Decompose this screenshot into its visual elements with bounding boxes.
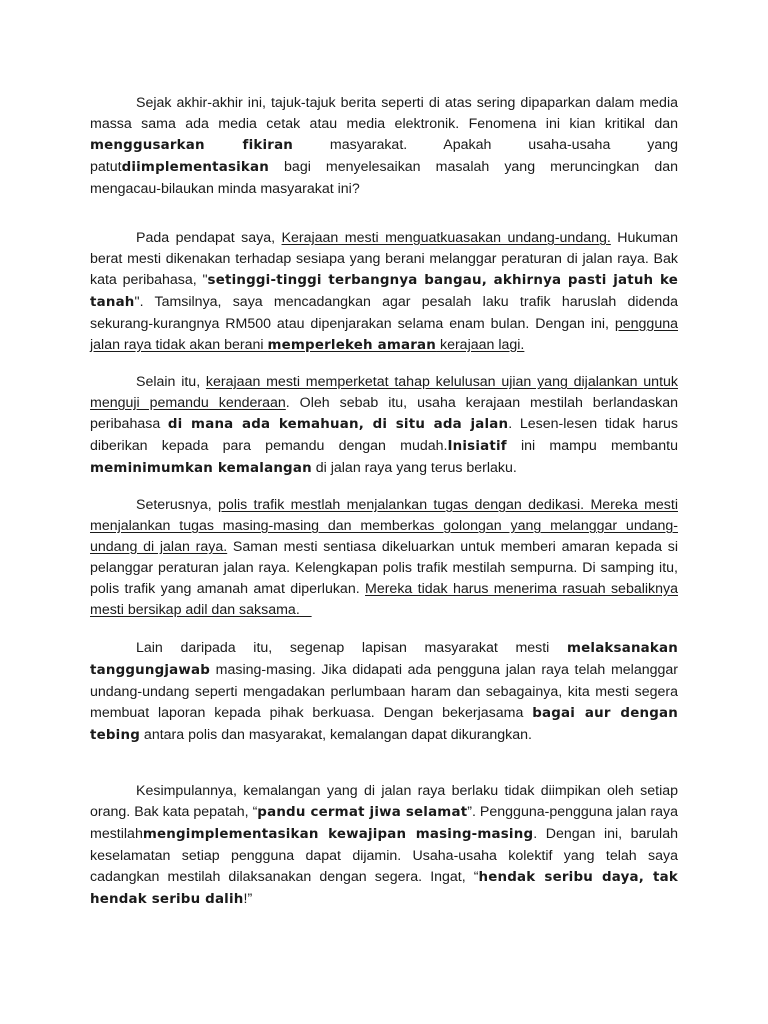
paragraph-traffic-police [90, 495, 678, 620]
text-run: polis trafik mestlah menjalankan tugas dengan dedikasi. Mereka mesti menjalankan tugas masing-masing dan memberkas golongan yang melanggar undang-undang di jalan raya. [90, 497, 678, 555]
text-run: memperlekeh amaran [267, 337, 437, 353]
text-run: Kesimpulannya, kemalangan yang di jalan raya berlaku tidak diimpikan oleh setiap orang. Bak kata pepatah, “ [90, 783, 678, 820]
text-run: Inisiatif [447, 438, 507, 454]
text-run: di jalan raya yang terus berlaku. [311, 459, 517, 476]
text-run: masyarakat. Apakah usaha-usaha yang patut [90, 136, 678, 175]
paragraph-license-test [90, 372, 678, 480]
text-run: melaksanakan tanggungjawab [90, 641, 678, 678]
text-run: Kerajaan mesti menguatkuasakan undang-undang. [281, 230, 611, 246]
text-run: ". Tamsilnya, saya mencadangkan agar pesalah laku trafik haruslah didenda sekurang-kurangnya RM500 atau dipenjarakan selama enam bulan. Dengan ini, [90, 293, 678, 332]
text-run: setinggi-tinggi terbangnya bangau, akhirnya pasti jatuh ke tanah [90, 272, 678, 310]
text-run: . Dengan ini, barulah keselamatan setiap pengguna dapat dijamin. Usaha-usaha kolektif yang telah saya cadangkan mestilah dilaksanakan dengan segera. Ingat, “ [90, 825, 678, 885]
text-run: bagi menyelesaikan masalah yang meruncingkan dan mengacau-bilaukan minda masyarakat ini? [90, 158, 678, 197]
text-run: di mana ada kemahuan, di situ ada jalan [167, 416, 509, 432]
text-run: Seterusnya, [136, 497, 219, 513]
text-run: . Oleh sebab itu, usaha kerajaan mestilah berlandaskan peribahasa [90, 394, 678, 432]
text-run: Hukuman berat mesti dikenakan terhadap sesiapa yang berani melanggar peraturan di jalan raya. Bak kata peribahasa, " [90, 230, 678, 288]
text-run: masing-masing. Jika didapati ada pengguna jalan raya telah melanggar undang-undang seperti mengadakan perlumbaan haram dan sebagainya, kita mesti segera membuat laporan kepada pihak berkuasa. Dengan bekerjasama [90, 661, 678, 721]
text-run: pengguna jalan raya tidak akan berani [90, 315, 678, 353]
text-run: Selain itu, [136, 374, 206, 390]
text-run: kerajaan lagi. [436, 336, 525, 353]
text-run: Pada pendapat saya, [136, 230, 282, 246]
text-run: mengimplementasikan kewajipan masing-masing [142, 826, 534, 842]
text-run: . Lesen-lesen tidak harus diberikan kepada para pemandu dengan mudah. [90, 415, 678, 454]
text-run: meminimumkan kemalangan [90, 460, 312, 476]
text-run: bagai aur dengan tebing [90, 705, 678, 743]
text-run: Mereka tidak harus menerima rasuah sebaliknya mesti bersikap adil dan saksama. [90, 580, 678, 618]
paragraph-enforce-law [90, 228, 678, 356]
paragraph-intro [90, 93, 678, 200]
paragraph-conclusion [90, 781, 678, 910]
text-run: Sejak akhir-akhir ini, tajuk-tajuk berita seperti di atas sering dipaparkan dalam media massa sama ada media cetak atau media elektronik. Fenomena ini kian kritikal dan [90, 95, 678, 132]
text-run: !” [243, 890, 253, 907]
text-run: Saman mesti sentiasa dikeluarkan untuk memberi amaran kepada si pelanggar peraturan jalan raya. Kelengkapan polis trafik mestilah sempurna. Di samping itu, polis trafik yang amanah amat diperlukan. [90, 538, 678, 597]
paragraph-society-role [90, 638, 678, 747]
text-run: Lain daripada itu, segenap lapisan masyarakat mesti [136, 640, 567, 656]
text-run: pandu cermat jiwa selamat [257, 804, 468, 820]
text-run: ini mampu membantu [506, 437, 678, 454]
text-run: menggusarkan fikiran [90, 137, 294, 153]
text-run: antara polis dan masyarakat, kemalangan dapat dikurangkan. [139, 726, 532, 743]
text-run: hendak seribu daya, tak hendak seribu dalih [90, 869, 678, 907]
text-run: diimplementasikan [121, 159, 269, 175]
text-run: ”. Pengguna-pengguna jalan raya mestilah [90, 803, 678, 842]
text-run: kerajaan mesti memperketat tahap kelulusan ujian yang dijalankan untuk menguji pemandu kenderaan [90, 374, 679, 411]
